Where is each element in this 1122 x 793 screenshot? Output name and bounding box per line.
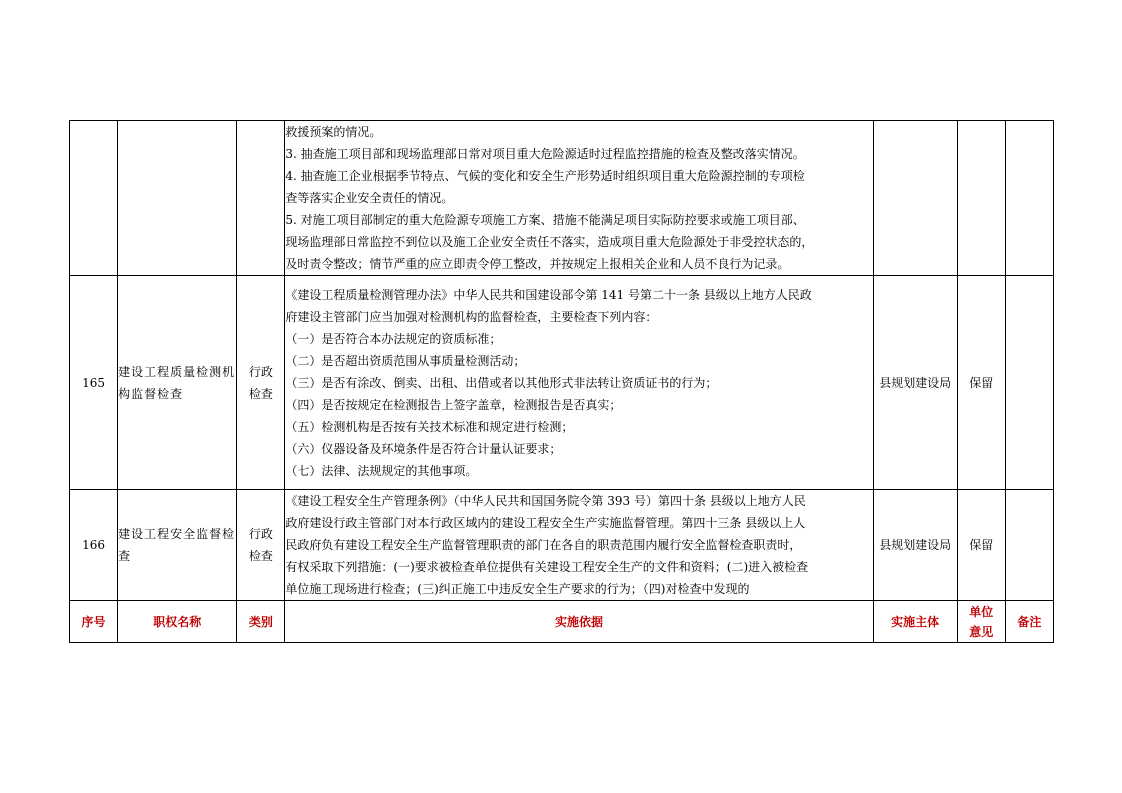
table-row <box>70 121 1054 276</box>
basis-line: （七）法律、法规规定的其他事项。 <box>285 463 478 478</box>
remark-cell <box>1005 121 1053 276</box>
basis-line: （二）是否超出资质范围从事质量检测活动； <box>285 353 526 368</box>
basis-cell <box>285 121 873 276</box>
basis-line: 府建设主管部门应当加强对检测机构的监督检查，主要检查下列内容： <box>285 309 658 324</box>
header-remark: 备注 <box>1005 601 1053 643</box>
remark-cell <box>1005 490 1053 601</box>
basis-line: 《建设工程质量检测管理办法》中华人民共和国建设部令第 141 号第二十一条 县级以上地方人民政 <box>285 287 812 302</box>
category-cell <box>237 276 285 490</box>
header-basis: 实施依据 <box>285 601 873 643</box>
basis-line: （四）是否按规定在检测报告上签字盖章，检测报告是否真实； <box>285 397 622 412</box>
basis-line: （六）仪器设备及环境条件是否符合计量认证要求； <box>285 441 562 456</box>
remark-cell <box>1005 276 1053 490</box>
basis-line: 3. 抽查施工项目部和现场监理部日常对项目重大危险源适时过程监控措施的检查及整改落实情况。 <box>285 147 805 161</box>
basis-line: 政府建设行政主管部门对本行政区域内的建设工程安全生产实施监督管理。第四十三条 县级以上人 <box>285 516 806 530</box>
subject-cell <box>873 490 957 601</box>
basis-cell <box>285 490 873 601</box>
category-text: 行政检查 <box>248 364 273 401</box>
subject-cell <box>873 121 957 276</box>
power-list-table <box>69 120 1054 643</box>
basis-line: 现场监理部日常监控不到位以及施工企业安全责任不落实，造成项目重大危险源处于非受控状态的， <box>285 235 814 249</box>
category-cell <box>237 121 285 276</box>
header-subject: 实施主体 <box>873 601 957 643</box>
basis-line: 民政府负有建设工程安全生产监督管理职责的部门在各自的职责范围内履行安全监督检查职责时， <box>285 538 802 552</box>
table-header-row <box>70 601 1054 643</box>
header-opinion <box>957 601 1005 643</box>
subject-text: 县规划建设局 <box>879 375 952 390</box>
opinion-cell: 保留 <box>957 490 1005 601</box>
category-cell <box>237 490 285 601</box>
opinion-cell <box>957 121 1005 276</box>
basis-line: （五）检测机构是否按有关技术标准和规定进行检测； <box>285 419 574 434</box>
basis-line: 单位施工现场进行检查；(三)纠正施工中违反安全生产要求的行为；（四)对检查中发现的 <box>285 582 750 596</box>
basis-cell <box>285 276 873 490</box>
power-name-cell: 建设工程质量检测机构监督检查 <box>118 276 237 490</box>
row-number-cell: 166 <box>70 490 118 601</box>
power-name-cell <box>118 121 237 276</box>
basis-line: 《建设工程安全生产管理条例》（中华人民共和国国务院令第 393 号）第四十条 县级以上地方人民 <box>285 494 806 508</box>
basis-line: 5. 对施工项目部制定的重大危险源专项施工方案、措施不能满足项目实际防控要求或施工项目部、 <box>285 213 805 227</box>
basis-line: （三）是否有涂改、倒卖、出租、出借或者以其他形式非法转让资质证书的行为； <box>285 375 718 390</box>
row-number-cell: 165 <box>70 276 118 490</box>
row-number-cell <box>70 121 118 276</box>
subject-text: 县规划建设局 <box>879 538 952 552</box>
header-category: 类别 <box>237 601 285 643</box>
basis-line: 查等落实企业安全责任的情况。 <box>285 191 454 205</box>
table-row <box>70 276 1054 490</box>
header-name: 职权名称 <box>118 601 237 643</box>
table-row <box>70 490 1054 601</box>
category-text: 行政检查 <box>248 527 273 563</box>
opinion-cell: 保留 <box>957 276 1005 490</box>
basis-line: （一）是否符合本办法规定的资质标准； <box>285 331 502 346</box>
power-name-cell: 建设工程安全监督检查 <box>118 490 237 601</box>
header-opinion-text: 单位意见 <box>969 604 994 639</box>
basis-line: 救援预案的情况。 <box>285 125 382 139</box>
header-no: 序号 <box>70 601 118 643</box>
subject-cell <box>873 276 957 490</box>
basis-line: 4. 抽查施工企业根据季节特点、气候的变化和安全生产形势适时组织项目重大危险源控制的专项检 <box>285 169 805 183</box>
basis-line: 有权采取下列措施：(一)要求被检查单位提供有关建设工程安全生产的文件和资料；(二)进入被检查 <box>285 560 809 574</box>
basis-line: 及时责令整改；情节严重的应立即责令停工整改，并按规定上报相关企业和人员不良行为记录。 <box>285 257 790 271</box>
